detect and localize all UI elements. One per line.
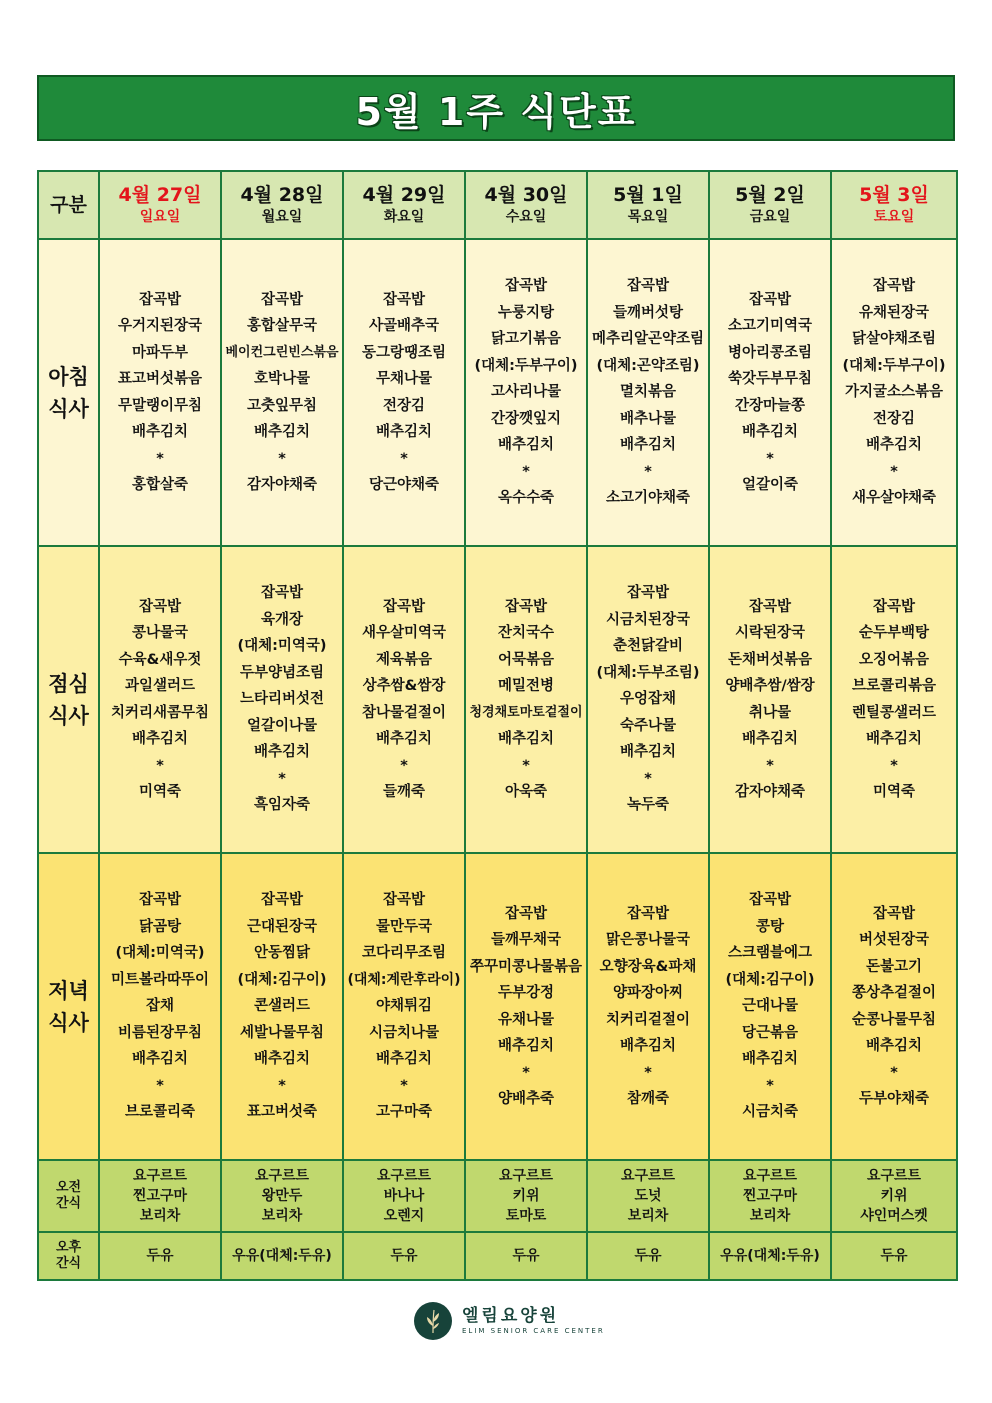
dish-item: 청경채토마토겉절이 xyxy=(469,704,583,720)
menu-cell xyxy=(831,546,957,853)
dish-item: (대체:미역국) xyxy=(237,638,327,655)
snack-item: 두유 xyxy=(512,1248,540,1264)
dish-item: * xyxy=(278,450,286,467)
snack-item: 보리차 xyxy=(261,1208,303,1224)
dish-item: 콩탕 xyxy=(755,918,784,935)
dish-item: 코다리무조림 xyxy=(361,945,447,962)
dish-item: 잡곡밥 xyxy=(504,905,548,922)
dish-item: 잡곡밥 xyxy=(748,598,792,615)
dish-item: * xyxy=(890,1064,898,1081)
dish-item: 제육볶음 xyxy=(375,651,433,668)
snack-item: 요구르트 xyxy=(132,1168,188,1184)
day-header xyxy=(343,171,465,239)
day-weekday: 월요일 xyxy=(261,209,303,225)
lunch-row xyxy=(38,546,957,853)
day-weekday: 일요일 xyxy=(139,209,181,225)
menu-cell xyxy=(99,1232,221,1280)
dish-item: * xyxy=(766,757,774,774)
row-label-cell xyxy=(38,1160,99,1232)
dish-item: 잡곡밥 xyxy=(138,598,182,615)
dish-item: 병아리콩조림 xyxy=(727,344,813,361)
dish-item: (대체:김구이) xyxy=(725,971,815,988)
menu-cell xyxy=(831,1232,957,1280)
menu-cell xyxy=(831,853,957,1160)
snack-item: 두유 xyxy=(880,1248,908,1264)
dish-item: 배추김치 xyxy=(131,731,189,747)
menu-cell xyxy=(709,1160,831,1232)
dish-item: 유채나물 xyxy=(497,1011,555,1028)
logo xyxy=(414,1302,605,1340)
dish-item: 춘천닭갈비 xyxy=(612,638,684,655)
dish-item: 시락된장국 xyxy=(734,625,806,641)
dish-item: 미트볼라따뚜이 xyxy=(110,971,210,988)
dish-item: 미역죽 xyxy=(138,784,182,800)
dish-item: 얼갈이죽 xyxy=(741,477,799,493)
dish-item: 물만두국 xyxy=(375,918,433,935)
dish-item: 당근야채죽 xyxy=(368,477,440,493)
dish-item: 시금치죽 xyxy=(741,1104,799,1121)
menu-cell xyxy=(709,546,831,853)
day-header xyxy=(465,171,587,239)
dish-item: 배추김치 xyxy=(131,1051,189,1068)
dish-item: 베이컨그린빈스볶음 xyxy=(225,344,339,360)
dish-item: * xyxy=(156,1077,164,1094)
dish-item: 감자야채죽 xyxy=(734,784,806,800)
dish-item: 쭈꾸미콩나물볶음 xyxy=(469,958,583,975)
dish-item: * xyxy=(766,450,774,467)
dish-item: 메밀전병 xyxy=(497,678,555,694)
dish-item: * xyxy=(522,463,530,480)
dish-item: 소고기야채죽 xyxy=(605,490,691,507)
row-label: 아침 xyxy=(48,364,89,389)
menu-cell xyxy=(465,1160,587,1232)
dish-item: 전장김 xyxy=(872,410,916,427)
dish-item: (대체:곤약조림) xyxy=(596,357,700,374)
dish-item: 배추김치 xyxy=(741,424,799,440)
dish-item: * xyxy=(644,1064,652,1081)
snack-item: 샤인머스켓 xyxy=(860,1208,928,1224)
menu-cell xyxy=(831,239,957,546)
snack-item: 보리차 xyxy=(627,1208,669,1224)
dish-item: * xyxy=(400,1077,408,1094)
dish-item: 배추김치 xyxy=(253,424,311,440)
snack-item: 우유(대체:두유) xyxy=(720,1248,820,1264)
snack-item: 보리차 xyxy=(139,1208,181,1224)
snack-item: 요구르트 xyxy=(866,1168,922,1184)
day-weekday: 목요일 xyxy=(627,209,669,225)
dish-item: 순두부백탕 xyxy=(858,625,930,641)
row-label: 식사 xyxy=(48,703,89,728)
dish-item: * xyxy=(278,770,286,787)
dish-item: 우거지된장국 xyxy=(117,318,203,334)
dish-item: 닭고기볶음 xyxy=(490,331,562,348)
dish-item: 감자야채죽 xyxy=(246,477,318,493)
dish-item: 돈불고기 xyxy=(865,958,923,975)
menu-cell xyxy=(587,546,709,853)
dish-item: * xyxy=(156,757,164,774)
menu-cell xyxy=(221,1160,343,1232)
page-title: 5월 1주 식단표 xyxy=(355,89,637,134)
dish-item: * xyxy=(766,1077,774,1094)
dish-item: 호박나물 xyxy=(253,371,311,387)
dish-item: 브로콜리볶음 xyxy=(851,678,937,694)
dish-item: 두부강정 xyxy=(497,985,555,1001)
menu-cell xyxy=(343,546,465,853)
dish-item: 잡곡밥 xyxy=(260,892,304,909)
dish-item: 배추김치 xyxy=(497,731,555,747)
dish-item: 간장깻잎지 xyxy=(490,410,562,427)
dish-item: * xyxy=(644,770,652,787)
dish-item: 표고버섯죽 xyxy=(246,1104,318,1121)
dish-item: 잡곡밥 xyxy=(260,585,304,602)
dish-item: 배추김치 xyxy=(741,731,799,747)
dish-item: * xyxy=(522,757,530,774)
dish-item: 무말랭이무침 xyxy=(117,397,203,414)
dish-item: 잡채 xyxy=(145,998,174,1015)
snack-item: 키위 xyxy=(880,1188,908,1204)
dish-item: 양배추죽 xyxy=(497,1091,555,1107)
dish-item: 옥수수죽 xyxy=(497,490,555,507)
dish-item: 배추김치 xyxy=(497,437,555,454)
dish-item: 고춧잎무침 xyxy=(246,397,318,414)
dish-item: 돈채버섯볶음 xyxy=(727,651,813,668)
menu-cell xyxy=(465,546,587,853)
header-label: 구분 xyxy=(50,194,87,216)
menu-cell xyxy=(99,239,221,546)
dish-item: 양파장아찌 xyxy=(612,985,684,1001)
menu-cell xyxy=(587,853,709,1160)
dish-item: 배추김치 xyxy=(619,1038,677,1054)
dish-item: 사골배추국 xyxy=(368,318,440,334)
snack-item: 오렌지 xyxy=(383,1208,425,1224)
logo-subtitle: ELIM SENIOR CARE CENTER xyxy=(462,1327,605,1335)
dish-item: 닭살야채조림 xyxy=(851,331,937,348)
menu-cell xyxy=(221,239,343,546)
dish-item: (대체:두부조림) xyxy=(596,664,700,681)
afternoon-snack-row xyxy=(38,1232,957,1280)
menu-cell xyxy=(587,1160,709,1232)
dish-item: 순콩나물무침 xyxy=(851,1011,937,1028)
dish-item: 쑥갓두부무침 xyxy=(727,371,813,387)
dish-item: 세발나물무침 xyxy=(239,1024,325,1041)
row-label: 점심 xyxy=(48,671,89,696)
dish-item: 잡곡밥 xyxy=(626,278,670,295)
menu-cell xyxy=(831,1160,957,1232)
header-label-cell xyxy=(38,171,99,239)
dish-item: 배추김치 xyxy=(375,424,433,440)
dinner-row xyxy=(38,853,957,1160)
dish-item: 잡곡밥 xyxy=(504,278,548,295)
day-date: 5월 2일 xyxy=(735,184,805,206)
day-weekday: 화요일 xyxy=(383,209,425,225)
dish-item: 쫑상추겉절이 xyxy=(851,985,937,1001)
dish-item: 당근볶음 xyxy=(741,1024,799,1041)
dish-item: 근대된장국 xyxy=(246,918,318,935)
dish-item: 새우살미역국 xyxy=(361,625,447,641)
dish-item: 홍합살죽 xyxy=(131,477,189,493)
menu-cell xyxy=(709,1232,831,1280)
day-header xyxy=(831,171,957,239)
dish-item: 고사리나물 xyxy=(490,384,562,401)
row-label-cell xyxy=(38,546,99,853)
dish-item: 참나물겉절이 xyxy=(361,704,447,721)
dish-item: 배추김치 xyxy=(253,1051,311,1068)
title-bar xyxy=(37,75,955,141)
snack-item: 보리차 xyxy=(749,1208,791,1224)
snack-item: 토마토 xyxy=(505,1208,547,1224)
row-label: 간식 xyxy=(55,1196,82,1211)
dish-item: 잡곡밥 xyxy=(872,278,916,295)
dish-item: 아욱죽 xyxy=(504,784,548,800)
snack-item: 요구르트 xyxy=(498,1168,554,1184)
dish-item: (대체:김구이) xyxy=(237,971,327,988)
menu-cell xyxy=(221,1232,343,1280)
dish-item: 치커리새콤무침 xyxy=(110,704,210,721)
snack-item: 요구르트 xyxy=(254,1168,310,1184)
snack-item: 두유 xyxy=(146,1248,174,1264)
row-label-cell xyxy=(38,853,99,1160)
dish-item: (대체:두부구이) xyxy=(474,357,578,374)
dish-item: 표고버섯볶음 xyxy=(117,371,203,387)
dish-item: 배추김치 xyxy=(131,424,189,440)
row-label: 오전 xyxy=(55,1180,82,1195)
dish-item: 잡곡밥 xyxy=(382,598,426,615)
snack-item: 키위 xyxy=(512,1188,540,1204)
menu-cell xyxy=(709,239,831,546)
dish-item: 시금치된장국 xyxy=(605,611,691,628)
day-header xyxy=(99,171,221,239)
menu-cell xyxy=(99,1160,221,1232)
day-date: 4월 28일 xyxy=(240,184,324,206)
snack-item: 요구르트 xyxy=(376,1168,432,1184)
dish-item: 간장마늘쫑 xyxy=(734,397,806,414)
dish-item: 잡곡밥 xyxy=(748,291,792,308)
dish-item: 새우살야채죽 xyxy=(851,490,937,507)
dish-item: 배추김치 xyxy=(253,744,311,761)
menu-cell xyxy=(587,239,709,546)
menu-cell xyxy=(343,239,465,546)
dish-item: * xyxy=(644,463,652,480)
dish-item: 육개장 xyxy=(260,611,304,628)
menu-cell xyxy=(343,1232,465,1280)
dish-item: 비름된장무침 xyxy=(117,1024,203,1041)
dish-item: 동그랑땡조림 xyxy=(361,344,447,361)
dish-item: 배추김치 xyxy=(741,1051,799,1068)
dish-item: 배추김치 xyxy=(375,1051,433,1068)
row-label: 식사 xyxy=(48,396,89,421)
day-date: 5월 1일 xyxy=(613,184,683,206)
dish-item: * xyxy=(156,450,164,467)
dish-item: 잡곡밥 xyxy=(504,598,548,615)
day-weekday: 토요일 xyxy=(873,209,915,225)
dish-item: 가지굴소스볶음 xyxy=(844,384,944,401)
row-label: 오후 xyxy=(55,1240,82,1255)
day-date: 4월 29일 xyxy=(362,184,446,206)
dish-item: 숙주나물 xyxy=(619,717,677,734)
meal-table xyxy=(37,170,958,1281)
dish-item: 멸치볶음 xyxy=(619,384,677,401)
dish-item: 느타리버섯전 xyxy=(239,691,325,708)
dish-item: 브로콜리죽 xyxy=(124,1104,196,1121)
dish-item: 배추김치 xyxy=(497,1038,555,1054)
snack-item: 도넛 xyxy=(634,1188,662,1204)
dish-item: 우엉잡채 xyxy=(619,691,677,708)
dish-item: (대체:미역국) xyxy=(115,945,205,962)
row-label: 저녁 xyxy=(48,978,89,1003)
dish-item: 맑은콩나물국 xyxy=(605,932,691,948)
dish-item: 흑임자죽 xyxy=(253,797,311,814)
dish-item: 잡곡밥 xyxy=(138,892,182,909)
dish-item: 상추쌈&쌈장 xyxy=(362,678,446,694)
dish-item: 메추리알곤약조림 xyxy=(591,331,705,348)
dish-item: 소고기미역국 xyxy=(727,318,813,334)
dish-item: * xyxy=(890,463,898,480)
menu-cell xyxy=(709,853,831,1160)
dish-item: 배추김치 xyxy=(865,1038,923,1054)
dish-item: 안동찜닭 xyxy=(253,945,311,962)
dish-item: 들깨무채국 xyxy=(490,932,562,948)
leaf-icon xyxy=(414,1302,452,1340)
day-date: 4월 27일 xyxy=(118,184,202,206)
dish-item: 잡곡밥 xyxy=(626,585,670,602)
day-date: 5월 3일 xyxy=(859,184,929,206)
dish-item: 배추나물 xyxy=(619,410,677,427)
dish-item: 두부야채죽 xyxy=(858,1091,930,1107)
row-label: 식사 xyxy=(48,1010,89,1035)
snack-item: 왕만두 xyxy=(261,1188,303,1204)
dish-item: 배추김치 xyxy=(375,731,433,747)
dish-item: 들깨버섯탕 xyxy=(612,304,684,321)
menu-cell xyxy=(99,546,221,853)
dish-item: 배추김치 xyxy=(619,744,677,761)
snack-item: 찐고구마 xyxy=(742,1188,798,1204)
dish-item: 과일샐러드 xyxy=(124,678,196,694)
row-label: 간식 xyxy=(55,1256,82,1271)
header-row xyxy=(38,171,957,239)
dish-item: * xyxy=(278,1077,286,1094)
snack-item: 요구르트 xyxy=(620,1168,676,1184)
dish-item: 잔치국수 xyxy=(497,625,555,641)
menu-cell xyxy=(221,853,343,1160)
dish-item: 렌틸콩샐러드 xyxy=(851,704,937,721)
dish-item: 근대나물 xyxy=(741,998,799,1015)
morning-snack-row xyxy=(38,1160,957,1232)
menu-cell xyxy=(343,853,465,1160)
dish-item: (대체:두부구이) xyxy=(842,357,946,374)
dish-item: 잡곡밥 xyxy=(872,598,916,615)
dish-item: 잡곡밥 xyxy=(382,892,426,909)
dish-item: * xyxy=(522,1064,530,1081)
snack-item: 요구르트 xyxy=(742,1168,798,1184)
dish-item: 어묵볶음 xyxy=(497,651,555,668)
dish-item: 버섯된장국 xyxy=(858,932,930,948)
dish-item: 얼갈이나물 xyxy=(246,717,318,734)
dish-item: 잡곡밥 xyxy=(138,291,182,308)
dish-item: 누룽지탕 xyxy=(497,304,555,321)
dish-item: 콩나물국 xyxy=(131,625,189,641)
dish-item: 야채튀김 xyxy=(375,998,433,1015)
day-weekday: 금요일 xyxy=(749,209,791,225)
logo-name: 엘림요양원 xyxy=(462,1306,560,1326)
dish-item: 잡곡밥 xyxy=(748,892,792,909)
dish-item: 스크램블에그 xyxy=(727,945,813,962)
dish-item: 콘샐러드 xyxy=(253,998,311,1015)
day-header xyxy=(709,171,831,239)
dish-item: 고구마죽 xyxy=(375,1104,433,1121)
day-weekday: 수요일 xyxy=(505,209,547,225)
menu-cell xyxy=(465,1232,587,1280)
dish-item: 양배추쌈/쌈장 xyxy=(725,678,815,694)
snack-item: 두유 xyxy=(634,1248,662,1264)
dish-item: 배추김치 xyxy=(619,437,677,454)
day-date: 4월 30일 xyxy=(484,184,568,206)
dish-item: 전장김 xyxy=(382,397,426,414)
dish-item: 두부양념조림 xyxy=(239,664,325,681)
row-label-cell xyxy=(38,1232,99,1280)
day-header xyxy=(221,171,343,239)
dish-item: 무채나물 xyxy=(375,371,433,387)
dish-item: 잡곡밥 xyxy=(626,905,670,922)
dish-item: 시금치나물 xyxy=(368,1024,440,1041)
menu-cell xyxy=(465,853,587,1160)
row-label-cell xyxy=(38,239,99,546)
snack-item: 두유 xyxy=(390,1248,418,1264)
dish-item: 배추김치 xyxy=(865,437,923,454)
day-header xyxy=(587,171,709,239)
snack-item: 바나나 xyxy=(383,1188,425,1204)
dish-item: 녹두죽 xyxy=(626,797,670,814)
menu-cell xyxy=(587,1232,709,1280)
dish-item: 닭곰탕 xyxy=(138,918,182,935)
dish-item: 들깨죽 xyxy=(382,784,426,800)
dish-item: * xyxy=(400,450,408,467)
dish-item: 취나물 xyxy=(748,704,792,721)
dish-item: 오징어볶음 xyxy=(858,651,930,668)
menu-cell xyxy=(343,1160,465,1232)
menu-cell xyxy=(99,853,221,1160)
menu-cell xyxy=(221,546,343,853)
dish-item: * xyxy=(890,757,898,774)
breakfast-row xyxy=(38,239,957,546)
dish-item: 잡곡밥 xyxy=(872,905,916,922)
dish-item: 미역죽 xyxy=(872,784,916,800)
dish-item: 참깨죽 xyxy=(626,1091,670,1107)
dish-item: 잡곡밥 xyxy=(260,291,304,308)
dish-item: 홍합살무국 xyxy=(246,318,318,334)
dish-item: * xyxy=(400,757,408,774)
dish-item: 유채된장국 xyxy=(858,304,930,321)
dish-item: 수육&새우젓 xyxy=(118,651,202,668)
dish-item: (대체:계란후라이) xyxy=(347,971,461,988)
dish-item: 오향장육&파채 xyxy=(599,958,697,975)
menu-cell xyxy=(465,239,587,546)
snack-item: 우유(대체:두유) xyxy=(232,1248,332,1264)
snack-item: 찐고구마 xyxy=(132,1188,188,1204)
dish-item: 잡곡밥 xyxy=(382,291,426,308)
dish-item: 배추김치 xyxy=(865,731,923,747)
dish-item: 치커리겉절이 xyxy=(605,1011,691,1028)
dish-item: 마파두부 xyxy=(131,344,189,361)
